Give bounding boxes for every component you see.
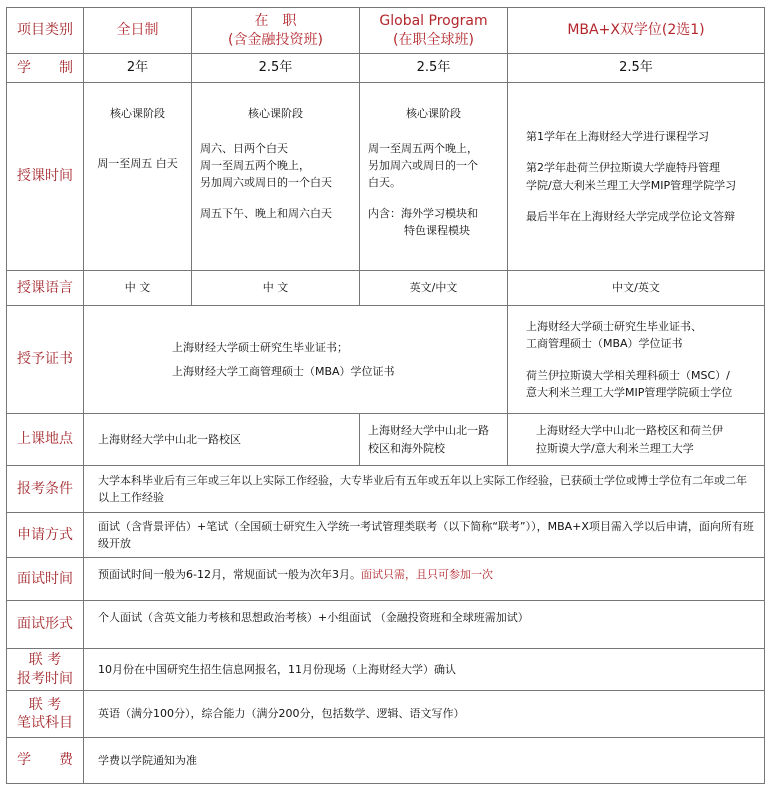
text: 周一至周五两个晚上， bbox=[368, 142, 478, 156]
cell: 中 文 bbox=[192, 271, 360, 306]
cell bbox=[360, 83, 508, 271]
text: 周六、日两个白天 bbox=[200, 142, 288, 156]
cell: 英语（满分100分），综合能力（满分200分，包括数学、逻辑、语文写作） bbox=[84, 691, 765, 738]
cell bbox=[84, 558, 765, 601]
text: 第1学年在上海财经大学进行课程学习 bbox=[526, 130, 709, 144]
row-label bbox=[7, 649, 84, 691]
col-full-time: 全日制 bbox=[84, 8, 192, 54]
cell: 大学本科毕业后有三年或三年以上实际工作经验，大专毕业后有五年或五年以上实际工作经验，已获硕士学位或博士学位有二年或二年以上工作经验 bbox=[84, 466, 765, 513]
text: 周五下午、晚上和周六白天 bbox=[200, 207, 332, 221]
apply-row bbox=[7, 513, 765, 558]
text: 另加周六或周日的一个 bbox=[368, 159, 478, 173]
row-label: 上课地点 bbox=[7, 414, 84, 466]
col-title: 在 职 bbox=[254, 12, 297, 29]
row-label: 申请方式 bbox=[7, 513, 84, 558]
certificate-row bbox=[7, 306, 765, 414]
header-row bbox=[7, 8, 765, 54]
col-part-time bbox=[192, 8, 360, 54]
text: 白天。 bbox=[368, 176, 401, 190]
label-line: 报考时间 bbox=[17, 670, 73, 687]
cell: 英文/中文 bbox=[360, 271, 508, 306]
row-label: 授予证书 bbox=[7, 306, 84, 414]
row-label: 授课时间 bbox=[7, 83, 84, 271]
text: 学院/意大利米兰理工大学MIP管理学院学习 bbox=[526, 178, 737, 192]
text: 周一至周五两个晚上， bbox=[200, 159, 310, 173]
text: 上海财经大学中山北一路校区和荷兰伊 bbox=[536, 424, 723, 438]
row-label: 学 制 bbox=[7, 54, 84, 83]
language-row bbox=[7, 271, 765, 306]
row-label: 面试形式 bbox=[7, 601, 84, 649]
text: 上海财经大学中山北一路 bbox=[368, 424, 489, 438]
text: 核心课阶段 bbox=[110, 107, 165, 120]
text: 周一至周五 白天 bbox=[97, 157, 178, 171]
highlight-text: 面试只需，且只可参加一次 bbox=[360, 568, 493, 581]
text: 另加周六或周日的一个白天 bbox=[200, 176, 332, 190]
cell bbox=[508, 414, 765, 466]
cell: 面试（含背景评估）+笔试（全国硕士研究生入学统一考试管理类联考（以下简称“联考”）），MBA+X项目需入学以后申请，面向所有班级开放 bbox=[84, 513, 765, 558]
text: 核心课阶段 bbox=[248, 107, 303, 120]
exam-registration-row bbox=[7, 649, 765, 691]
cell: 中文/英文 bbox=[508, 271, 765, 306]
tuition-row bbox=[7, 738, 765, 784]
text: 最后半年在上海财经大学完成学位论文答辩 bbox=[526, 209, 735, 223]
text: 上海财经大学工商管理硕士（MBA）学位证书 bbox=[172, 364, 395, 378]
cell: 2年 bbox=[84, 54, 192, 83]
schedule-row bbox=[7, 83, 765, 271]
cell: 中 文 bbox=[84, 271, 192, 306]
exam-subjects-row bbox=[7, 691, 765, 738]
interview-time-row bbox=[7, 558, 765, 601]
text: 工商管理硕士（MBA）学位证书 bbox=[526, 337, 683, 351]
text: 核心课阶段 bbox=[406, 107, 461, 120]
row-label: 学 费 bbox=[7, 738, 84, 784]
text: 上海财经大学硕士研究生毕业证书、 bbox=[526, 320, 702, 334]
text: 荷兰伊拉斯谟大学相关理科硕士（MSC）/ bbox=[526, 368, 730, 382]
cell: 2.5年 bbox=[360, 54, 508, 83]
cell: 10月份在中国研究生招生信息网报名，11月份现场（上海财经大学）确认 bbox=[84, 649, 765, 691]
cell: 2.5年 bbox=[192, 54, 360, 83]
text: 上海财经大学硕士研究生毕业证书； bbox=[172, 341, 348, 355]
col-title: Global Program bbox=[379, 12, 488, 29]
cell: 个人面试（含英文能力考核和思想政治考核）+小组面试 （金融投资班和全球班需加试） bbox=[84, 601, 765, 649]
row-label: 授课语言 bbox=[7, 271, 84, 306]
col-subtitle: (含金融投资班) bbox=[228, 31, 323, 48]
row-label: 面试时间 bbox=[7, 558, 84, 601]
cell bbox=[84, 306, 508, 414]
row-label: 项目类别 bbox=[7, 8, 84, 54]
text: 第2学年赴荷兰伊拉斯谟大学鹿特丹管理 bbox=[526, 161, 720, 175]
text: 预面试时间一般为6-12月，常规面试一般为次年3月。 bbox=[98, 568, 361, 581]
cell: 学费以学院通知为准 bbox=[84, 738, 765, 784]
row-label: 报考条件 bbox=[7, 466, 84, 513]
text: 意大利米兰理工大学MIP管理学院硕士学位 bbox=[526, 385, 733, 399]
cell: 2.5年 bbox=[508, 54, 765, 83]
col-subtitle: (在职全球班) bbox=[393, 31, 474, 48]
row-label bbox=[7, 691, 84, 738]
text: 校区和海外院校 bbox=[368, 441, 445, 455]
text: 拉斯谟大学/意大利米兰理工大学 bbox=[536, 441, 694, 455]
cell bbox=[360, 414, 508, 466]
mba-program-table bbox=[6, 7, 765, 784]
text: 特色课程模块 bbox=[404, 224, 470, 238]
location-row bbox=[7, 414, 765, 466]
cell: 上海财经大学中山北一路校区 bbox=[84, 414, 360, 466]
duration-row bbox=[7, 54, 765, 83]
label-line: 联 考 bbox=[28, 652, 62, 669]
cell bbox=[508, 306, 765, 414]
col-mbax: MBA+X双学位(2选1) bbox=[508, 8, 765, 54]
cell bbox=[192, 83, 360, 271]
cell bbox=[508, 83, 765, 271]
interview-form-row bbox=[7, 601, 765, 649]
label-line: 联 考 bbox=[28, 696, 62, 713]
col-global bbox=[360, 8, 508, 54]
label-line: 笔试科目 bbox=[17, 715, 73, 731]
cell bbox=[84, 83, 192, 271]
text: 内含：海外学习模块和 bbox=[368, 207, 478, 221]
requirements-row bbox=[7, 466, 765, 513]
